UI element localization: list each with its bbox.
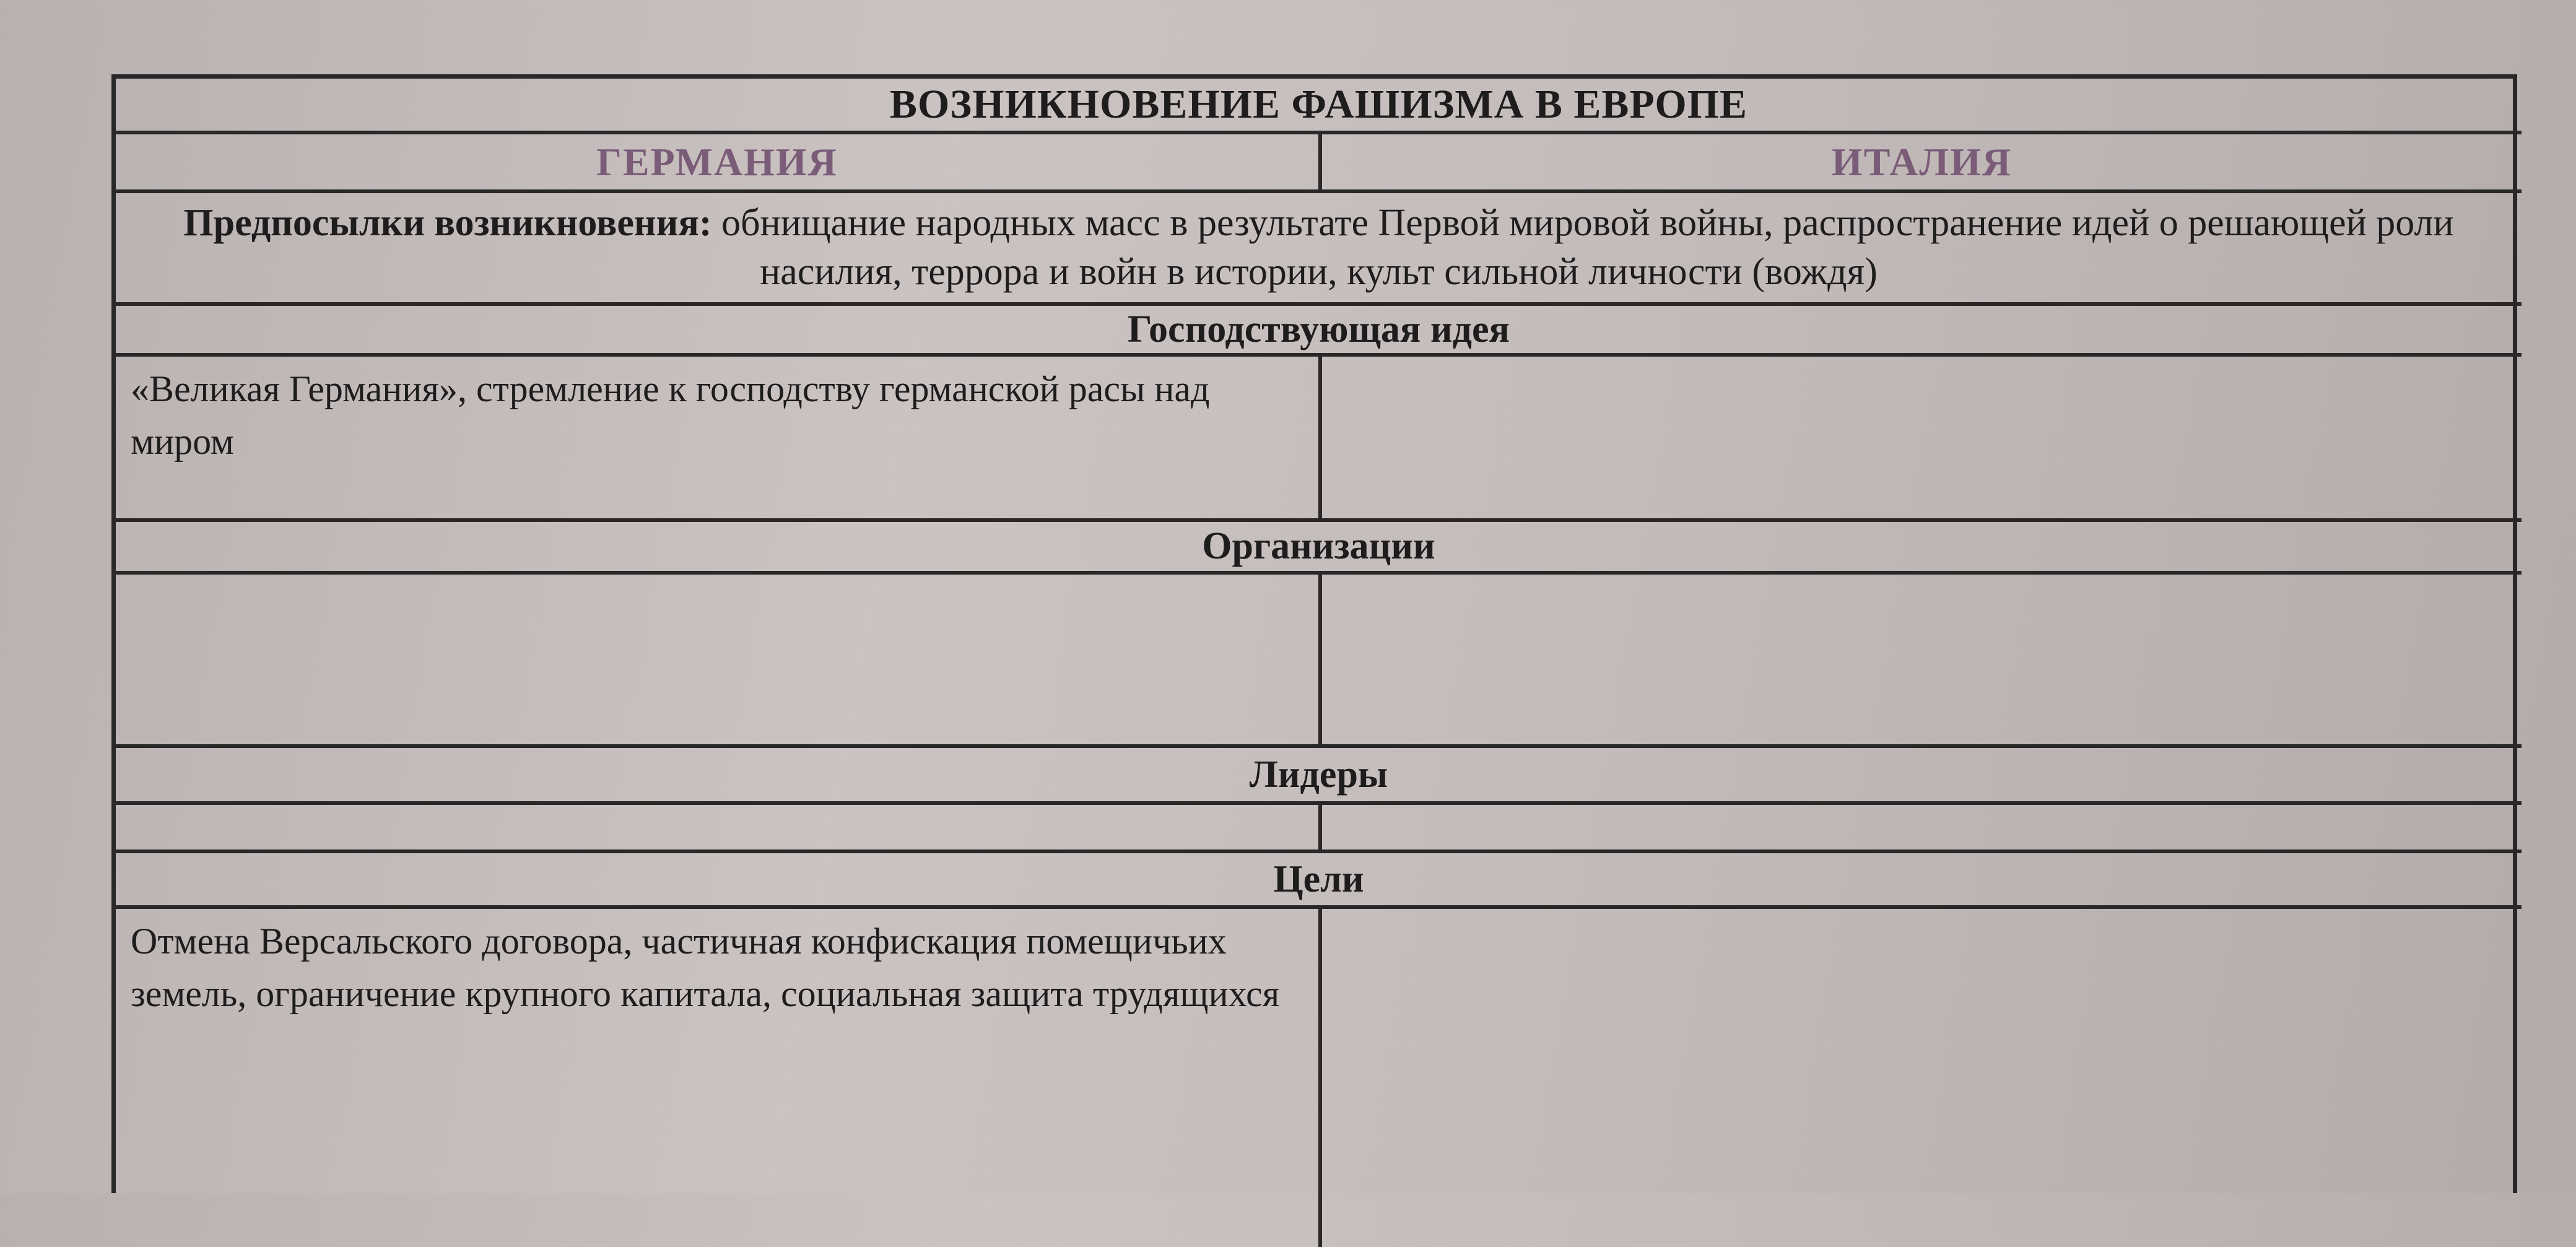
organizations-italy-cell (1322, 575, 2522, 748)
goals-germany-cell: Отмена Версальского договора, частичная конфискация помещичьих земель, ограничение крупного капитала, социальная защита трудящихся (116, 909, 1322, 1247)
leaders-germany-cell (116, 805, 1322, 853)
idea-germany-cell: «Великая Германия», стремление к господству германской расы над миром (116, 357, 1322, 522)
section-goals: Цели (116, 853, 2522, 909)
leaders-italy-cell (1322, 805, 2522, 853)
goals-italy-cell (1322, 909, 2522, 1247)
idea-italy-cell (1322, 357, 2522, 522)
section-dominant-idea: Господствующая идея (116, 306, 2522, 357)
prerequisites-label: Предпосылки возникновения: (183, 201, 712, 244)
header-italy: ИТАЛИЯ (1322, 134, 2522, 193)
section-organizations: Организации (116, 522, 2522, 575)
header-germany: ГЕРМАНИЯ (116, 134, 1322, 193)
prerequisites-cell (116, 193, 2522, 306)
organizations-germany-cell (116, 575, 1322, 748)
prerequisites-paragraph (128, 199, 2509, 297)
table-title: ВОЗНИКНОВЕНИЕ ФАШИЗМА В ЕВРОПЕ (116, 79, 2522, 134)
section-leaders: Лидеры (116, 748, 2522, 805)
fascism-table (111, 74, 2517, 1193)
prerequisites-text: обнищание народных масс в результате Первой мировой войны, распространение идей о решающей роли насилия, террора и войн в истории, культ сильной личности (вождя) (711, 201, 2454, 293)
